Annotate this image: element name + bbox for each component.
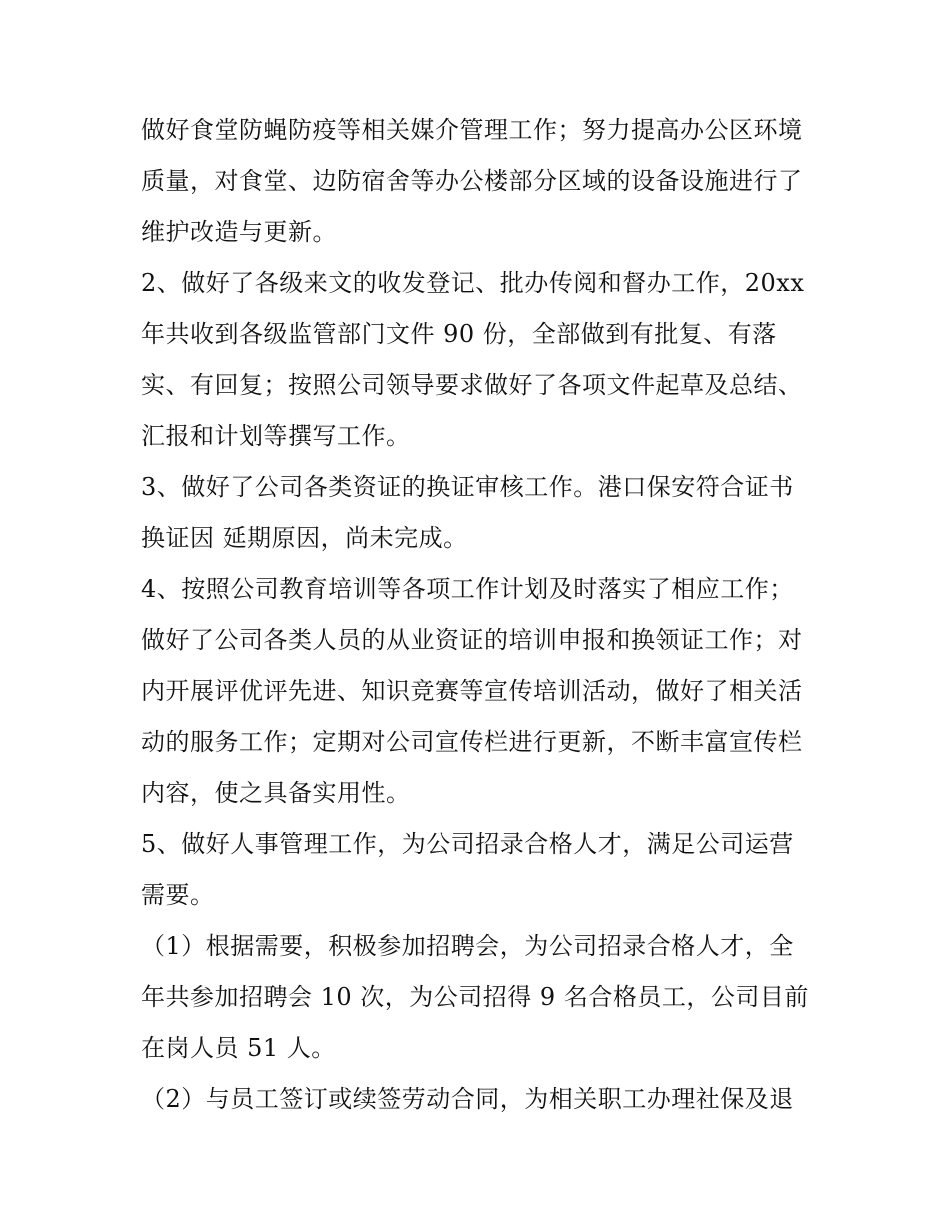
text-line: 年共收到各级监管部门文件 90 份，全部做到有批复、有落 [141, 320, 777, 348]
text-line: （1）根据需要，积极参加招聘会，为公司招录合格人才，全 [141, 932, 794, 960]
text-line: 质量，对食堂、边防宿舍等办公楼部分区域的设备设施进行了 [141, 167, 803, 195]
text-line: 在岗人员 51 人。 [141, 1034, 336, 1062]
text-line: 维护改造与更新。 [141, 218, 337, 246]
text-line: 汇报和计划等撰写工作。 [141, 422, 411, 450]
text-line: 动的服务工作；定期对公司宣传栏进行更新，不断丰富宣传栏 [141, 728, 803, 756]
text-line: 换证因 延期原因，尚未完成。 [141, 524, 468, 552]
text-line: 内容，使之具备实用性。 [141, 779, 411, 807]
text-line: 年共参加招聘会 10 次，为公司招得 9 名合格员工，公司目前 [141, 983, 809, 1011]
text-line: 内开展评优评先进、知识竞赛等宣传培训活动，做好了相关活 [141, 677, 803, 705]
text-line: 3、做好了公司各类资证的换证审核工作。港口保安符合证书 [141, 473, 794, 501]
text-line: 做好食堂防蝇防疫等相关媒介管理工作；努力提高办公区环境 [141, 116, 803, 144]
text-line: 需要。 [141, 881, 215, 909]
text-line: 2、做好了各级来文的收发登记、批办传阅和督办工作，20xx [141, 269, 805, 297]
document-body [141, 105, 821, 1125]
text-line: 5、做好人事管理工作，为公司招录合格人才，满足公司运营 [141, 830, 794, 858]
text-line: 4、按照公司教育培训等各项工作计划及时落实了相应工作； [141, 575, 794, 603]
text-line: 做好了公司各类人员的从业资证的培训申报和换领证工作；对 [141, 626, 803, 654]
text-line: 实、有回复；按照公司领导要求做好了各项文件起草及总结、 [141, 371, 803, 399]
text-line: （2）与员工签订或续签劳动合同，为相关职工办理社保及退 [141, 1085, 794, 1113]
